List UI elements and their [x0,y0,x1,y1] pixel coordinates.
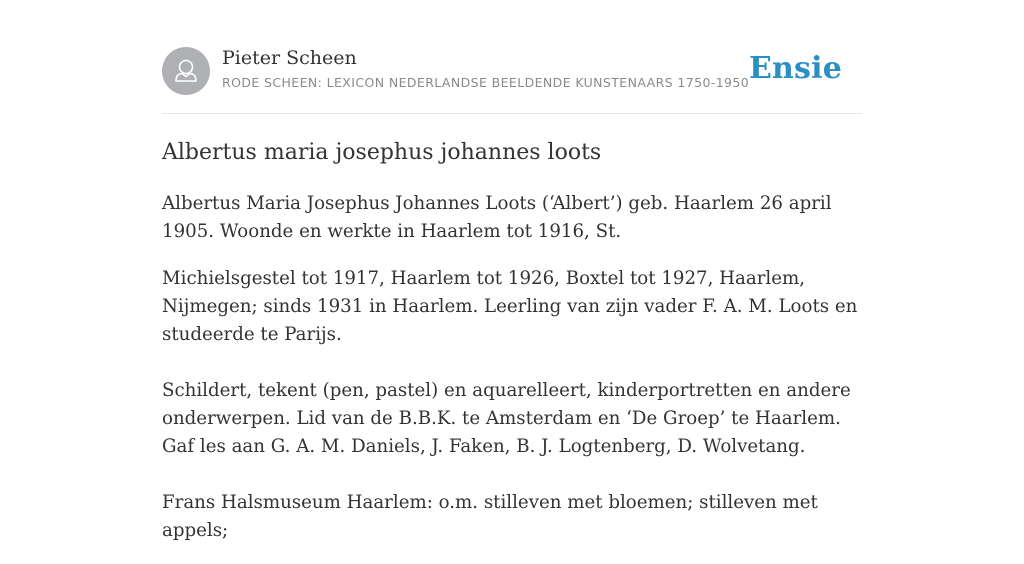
ensie-logo[interactable]: Ensie [748,51,842,86]
paragraph-4: Frans Halsmuseum Haarlem: o.m. stilleven met bloemen; stilleven met appels; [162,492,818,541]
article-title: Albertus maria josephus johannes loots [162,140,602,165]
article-header [162,47,862,114]
author-name[interactable]: Pieter Scheen [222,47,357,69]
source-title[interactable]: RODE SCHEEN: LEXICON NEDERLANDSE BEELDENDE KUNSTENAARS 1750-1950 [222,75,750,90]
user-icon [162,47,210,95]
paragraph-3: Schildert, tekent (pen, pastel) en aquarelleert, kinderportretten en andere onderwerpen. Lid van de B.B.K. te Amsterdam en ‘De Groep’ te Haarlem. Gaf les aan G. A. M. Daniels, J. Faken, B. J. Logtenberg, D. Wolvetang. [162,380,851,457]
paragraph-2: Michielsgestel tot 1917, Haarlem tot 1926, Boxtel tot 1927, Haarlem, Nijmegen; sinds 1931 in Haarlem. Leerling van zijn vader F. A. M. Loots en studeerde te Parijs. [162,268,858,345]
paragraph-1: Albertus Maria Josephus Johannes Loots (‘Albert’) geb. Haarlem 26 april 1905. Woonde en werkte in Haarlem tot 1916, St. [162,193,832,242]
author-avatar[interactable] [162,47,210,95]
article-body [162,190,862,564]
